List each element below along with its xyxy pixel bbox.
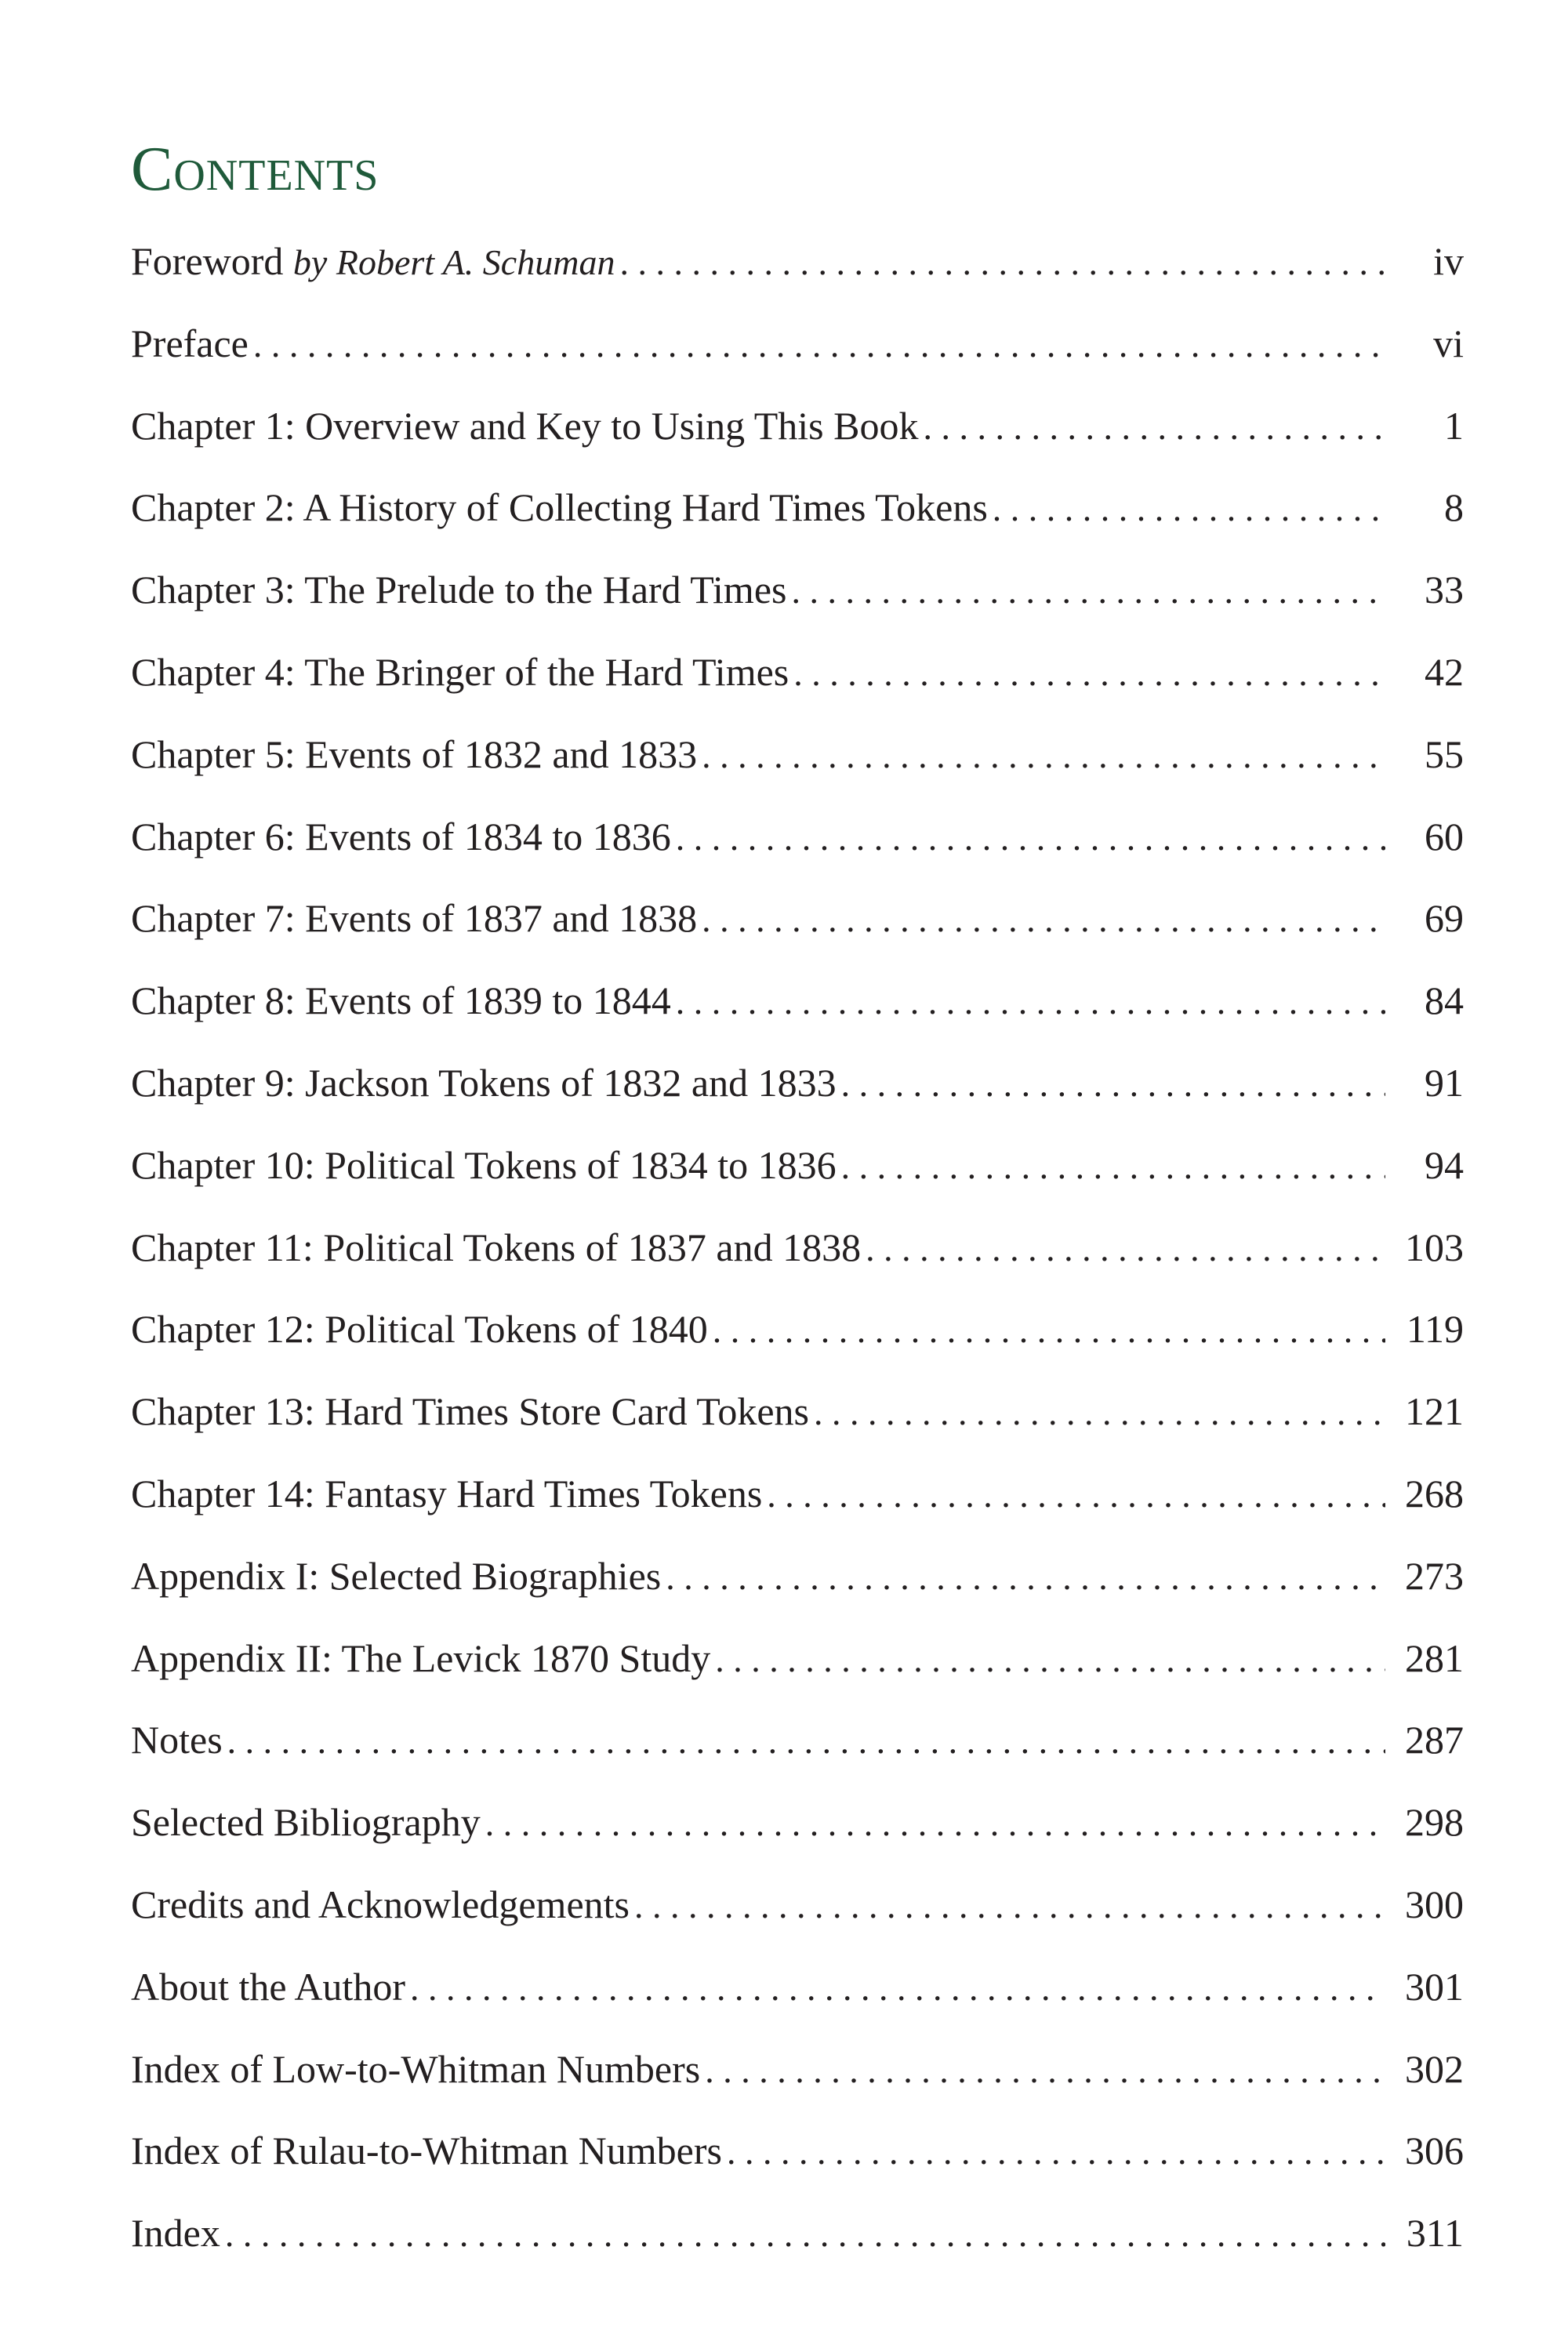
dot-leader [727, 2127, 1385, 2177]
entry-page-number: 55 [1425, 731, 1464, 776]
dot-leader [227, 1716, 1385, 1766]
entry-page-number: 298 [1405, 1800, 1464, 1845]
dot-leader [767, 1470, 1385, 1520]
entry-title: Chapter 11: Political Tokens of 1837 and 1838 [131, 1225, 862, 1269]
dot-leader [702, 895, 1385, 945]
toc-entry[interactable] [131, 1879, 1464, 1962]
dot-leader [866, 1224, 1385, 1274]
entry-page-number: 121 [1405, 1389, 1464, 1434]
dot-leader [702, 731, 1385, 781]
toc-entry[interactable] [131, 1386, 1464, 1468]
toc-entry[interactable] [131, 1797, 1464, 1879]
dot-leader [666, 1552, 1385, 1602]
entry-page-number: vi [1433, 321, 1464, 365]
entry-title: Selected Bibliography [131, 1800, 481, 1845]
dot-leader [705, 2045, 1385, 2096]
entry-page-number: 311 [1406, 2211, 1464, 2256]
dot-leader [841, 1142, 1385, 1192]
dot-leader [253, 320, 1385, 370]
toc-entry[interactable] [131, 1304, 1464, 1386]
toc-entry[interactable] [131, 1962, 1464, 2044]
entry-title: Appendix II: The Levick 1870 Study [131, 1635, 711, 1680]
entry-title: Index of Rulau-to-Whitman Numbers [131, 2129, 722, 2173]
toc-entry[interactable] [131, 482, 1464, 564]
toc-entry[interactable] [131, 236, 1464, 318]
toc-entry[interactable] [131, 893, 1464, 975]
entry-page-number: 268 [1405, 1471, 1464, 1515]
entry-page-number: 42 [1425, 649, 1464, 694]
page-title: Contents [131, 135, 379, 204]
toc-entry[interactable] [131, 2208, 1464, 2290]
entry-page-number: 306 [1405, 2129, 1464, 2173]
entry-title: Chapter 1: Overview and Key to Using This Book [131, 403, 919, 448]
dot-leader [676, 813, 1385, 863]
toc-entry[interactable] [131, 564, 1464, 647]
entry-page-number: 94 [1425, 1142, 1464, 1187]
entry-page-number: 119 [1406, 1307, 1464, 1352]
entry-page-number: 84 [1425, 978, 1464, 1023]
table-of-contents [131, 236, 1464, 2290]
toc-entry[interactable] [131, 2044, 1464, 2126]
entry-title: Chapter 6: Events of 1834 to 1836 [131, 814, 671, 858]
entry-title: Notes [131, 1718, 223, 1762]
entry-page-number: 33 [1425, 568, 1464, 612]
entry-title-text: Foreword [131, 239, 284, 283]
entry-title: Chapter 10: Political Tokens of 1834 to 1836 [131, 1142, 837, 1187]
dot-leader [791, 566, 1385, 616]
entry-page-number: 300 [1405, 1882, 1464, 1926]
entry-page-number: 8 [1444, 485, 1464, 530]
entry-page-number: iv [1433, 239, 1464, 283]
entry-title: Chapter 8: Events of 1839 to 1844 [131, 978, 671, 1023]
entry-page-number: 91 [1425, 1060, 1464, 1105]
entry-page-number: 302 [1405, 2046, 1464, 2091]
entry-page-number: 273 [1405, 1553, 1464, 1598]
entry-page-number: 287 [1405, 1718, 1464, 1762]
entry-page-number: 60 [1425, 814, 1464, 858]
entry-title: Preface [131, 321, 249, 365]
entry-title [131, 236, 615, 288]
toc-entry[interactable] [131, 2125, 1464, 2208]
entry-title: About the Author [131, 1964, 405, 2009]
entry-title: Chapter 2: A History of Collecting Hard Times Tokens [131, 485, 988, 530]
entry-title: Credits and Acknowledgements [131, 1882, 630, 1926]
toc-entry[interactable] [131, 1715, 1464, 1797]
dot-leader [676, 977, 1385, 1027]
dot-leader [485, 1798, 1385, 1849]
entry-title: Appendix I: Selected Biographies [131, 1553, 662, 1598]
toc-entry[interactable] [131, 811, 1464, 894]
toc-entry[interactable] [131, 1633, 1464, 1715]
entry-page-number: 103 [1405, 1225, 1464, 1269]
entry-title: Chapter 3: The Prelude to the Hard Times [131, 568, 787, 612]
dot-leader [814, 1388, 1385, 1438]
entry-title: Chapter 9: Jackson Tokens of 1832 and 1833 [131, 1060, 837, 1105]
entry-page-number: 281 [1405, 1635, 1464, 1680]
toc-entry[interactable] [131, 1058, 1464, 1140]
dot-leader [793, 648, 1385, 699]
dot-leader [410, 1963, 1385, 2013]
toc-entry[interactable] [131, 318, 1464, 401]
dot-leader [225, 2209, 1385, 2259]
toc-entry[interactable] [131, 1140, 1464, 1222]
toc-entry[interactable] [131, 975, 1464, 1058]
toc-entry[interactable] [131, 647, 1464, 729]
dot-leader [924, 402, 1386, 452]
entry-byline: by Robert A. Schuman [292, 242, 615, 282]
dot-leader [619, 238, 1385, 288]
dot-leader [841, 1059, 1385, 1109]
toc-entry[interactable] [131, 729, 1464, 811]
entry-title: Index [131, 2211, 220, 2256]
toc-entry[interactable] [131, 1551, 1464, 1633]
entry-page-number: 301 [1405, 1964, 1464, 2009]
dot-leader [993, 484, 1385, 534]
entry-title: Index of Low-to-Whitman Numbers [131, 2046, 701, 2091]
entry-title: Chapter 7: Events of 1837 and 1838 [131, 896, 698, 941]
entry-page-number: 69 [1425, 896, 1464, 941]
dot-leader [713, 1305, 1385, 1356]
dot-leader [634, 1881, 1385, 1931]
entry-title: Chapter 5: Events of 1832 and 1833 [131, 731, 698, 776]
entry-title: Chapter 13: Hard Times Store Card Tokens [131, 1389, 809, 1434]
dot-leader [715, 1635, 1385, 1685]
entry-title: Chapter 14: Fantasy Hard Times Tokens [131, 1471, 763, 1515]
entry-page-number: 1 [1444, 403, 1464, 448]
toc-entry[interactable] [131, 1222, 1464, 1305]
entry-title: Chapter 4: The Bringer of the Hard Times [131, 649, 789, 694]
toc-entry[interactable] [131, 1468, 1464, 1551]
toc-entry[interactable] [131, 401, 1464, 483]
entry-title: Chapter 12: Political Tokens of 1840 [131, 1307, 708, 1352]
